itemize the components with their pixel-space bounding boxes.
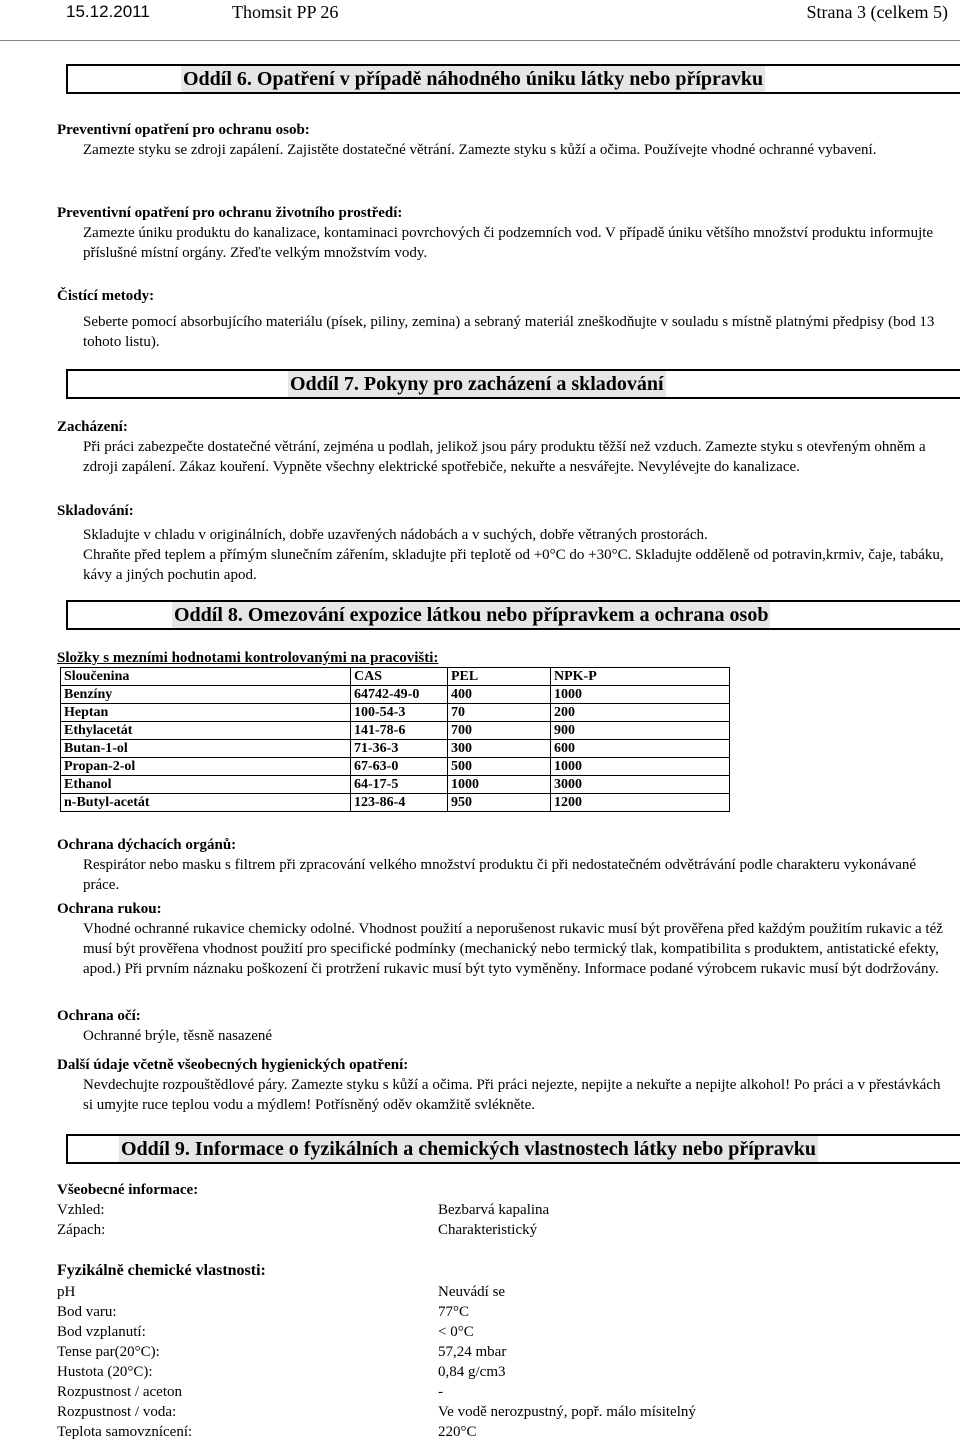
- property-value: < 0°C: [438, 1324, 474, 1340]
- section-7-title: Oddíl 7. Pokyny pro zacházení a skladování: [290, 373, 664, 395]
- storage-label: Skladování:: [57, 503, 134, 519]
- section-8-respiratory: [57, 835, 950, 895]
- table-cell: Propan-2-ol: [61, 758, 351, 776]
- property-name: Hustota (20°C):: [57, 1364, 153, 1380]
- limits-table-caption: [57, 648, 950, 668]
- table-row: [61, 758, 730, 776]
- protect-environment-text: Zamezte úniku produktu do kanalizace, kontaminaci povrchových či podzemních vod. V případě úniku většího množství produktu informujte příslušné místní orgány. Zřeďte velkým množstvím vody.: [83, 225, 934, 261]
- header-divider: [0, 40, 960, 41]
- section-6-protect-environment: [57, 203, 950, 263]
- hands-label: Ochrana rukou:: [57, 901, 162, 917]
- phys-props-list: [57, 1282, 937, 1442]
- property-value: Bezbarvá kapalina: [438, 1202, 550, 1218]
- section-7-heading: [66, 369, 960, 399]
- table-header-cell: Sloučenina: [61, 668, 351, 686]
- property-name: Tense par(20°C):: [57, 1344, 160, 1360]
- respiratory-label: Ochrana dýchacích orgánů:: [57, 837, 237, 853]
- property-value: Ve vodě nerozpustný, popř. málo mísitelný: [438, 1404, 696, 1420]
- property-row: [57, 1362, 937, 1382]
- property-value: Neuvádí se: [438, 1284, 506, 1300]
- cleaning-label: Čistící metody:: [57, 288, 155, 304]
- table-cell: 1000: [551, 758, 730, 776]
- table-cell: 3000: [551, 776, 730, 794]
- property-value: 57,24 mbar: [438, 1344, 507, 1360]
- property-value: Charakteristický: [438, 1222, 538, 1238]
- section-8-heading: [66, 600, 960, 630]
- table-cell: 700: [448, 722, 551, 740]
- page-header: [0, 0, 960, 30]
- table-cell: 71-36-3: [351, 740, 448, 758]
- handling-text: Při práci zabezpečte dostatečné větrání, zejména u podlah, jelikož jsou páry produktu těžší než vzduch. Zamezte styku s otevřeným ohněm a zdroji zapálení. Zákaz kouření. Vypněte všechny elektrické spotřebiče, nekuřte a nesvářejte. Nevylévejte do kanalizace.: [83, 439, 926, 475]
- header-product: Thomsit PP 26: [232, 2, 339, 22]
- table-cell: 400: [448, 686, 551, 704]
- property-row: [57, 1402, 937, 1422]
- table-cell: 950: [448, 794, 551, 812]
- property-row: [57, 1302, 937, 1322]
- section-7-storage: [57, 501, 950, 585]
- table-cell: 70: [448, 704, 551, 722]
- property-name: pH: [57, 1284, 76, 1300]
- table-cell: Benzíny: [61, 686, 351, 704]
- table-cell: Heptan: [61, 704, 351, 722]
- section-6-protect-persons: [57, 120, 950, 160]
- property-name: Vzhled:: [57, 1202, 105, 1218]
- hands-text: Vhodné ochranné rukavice chemicky odolné. Vhodnost použití a neporušenost rukavic musí být prověřena před každým použitím rukavic a též musí být prověřena vhodnost použití pro specifické podmínky (mechanický nebo termický tlak, kompatibilita s produktem, antistatické efekty, apod.) Při prvním náznaku poškození či protržení rukavic musí být tyto vyměněny. Informace podané výrobcem rukavic musí být dodržovány.: [83, 921, 943, 977]
- table-row: [61, 704, 730, 722]
- general-info-label: Všeobecné informace:: [57, 1182, 199, 1198]
- general-info-list: [57, 1200, 937, 1240]
- section-8-hygiene: [57, 1055, 950, 1115]
- table-cell: 900: [551, 722, 730, 740]
- section-8-eyes: [57, 1006, 950, 1046]
- protect-environment-label: Preventivní opatření pro ochranu životního prostředí:: [57, 205, 403, 221]
- property-name: Bod vzplanutí:: [57, 1324, 146, 1340]
- table-row: [61, 740, 730, 758]
- property-row: [57, 1282, 937, 1302]
- property-row: [57, 1322, 937, 1342]
- table-header-row: [61, 668, 730, 686]
- table-cell: 600: [551, 740, 730, 758]
- property-value: -: [438, 1384, 443, 1400]
- table-cell: n-Butyl-acetát: [61, 794, 351, 812]
- table-header-cell: CAS: [351, 668, 448, 686]
- table-cell: 500: [448, 758, 551, 776]
- general-info-heading: [57, 1180, 950, 1200]
- table-cell: 200: [551, 704, 730, 722]
- protect-persons-label: Preventivní opatření pro ochranu osob:: [57, 122, 310, 138]
- hygiene-text: Nevdechujte rozpouštědlové páry. Zamezte styku s kůží a očima. Při práci nejezte, nepijte a nekuřte a nepijte alkohol! Po práci a v přestávkách si umyjte ruce teplou vodu a mýdlem! Potřísněný oděv okamžitě svlékněte.: [83, 1077, 941, 1113]
- property-name: Bod varu:: [57, 1304, 117, 1320]
- table-cell: 141-78-6: [351, 722, 448, 740]
- table-cell: 1000: [551, 686, 730, 704]
- protect-persons-text: Zamezte styku se zdroji zapálení. Zajistěte dostatečné větrání. Zamezte styku s kůží a očima. Používejte vhodné ochranné vybavení.: [83, 142, 877, 158]
- table-row: [61, 776, 730, 794]
- phys-props-label: Fyzikálně chemické vlastnosti:: [57, 1262, 266, 1279]
- storage-text-1: Skladujte v chladu v originálních, dobře uzavřených nádobách a v suchých, dobře větraných prostorách.: [83, 527, 708, 543]
- eyes-text: Ochranné brýle, těsně nasazené: [83, 1028, 273, 1044]
- property-value: 0,84 g/cm3: [438, 1364, 506, 1380]
- section-9-heading: [66, 1134, 960, 1164]
- handling-label: Zacházení:: [57, 419, 128, 435]
- property-row: [57, 1422, 937, 1442]
- table-cell: 64-17-5: [351, 776, 448, 794]
- table-cell: Ethylacetát: [61, 722, 351, 740]
- table-cell: Ethanol: [61, 776, 351, 794]
- limits-table-label: Složky s mezními hodnotami kontrolovanými na pracovišti:: [57, 650, 439, 666]
- cleaning-text: Seberte pomocí absorbujícího materiálu (písek, piliny, zemina) a sebraný materiál zneškodňujte v souladu s místně platnými předpisy (bod 13 tohoto listu).: [83, 314, 935, 350]
- table-cell: 123-86-4: [351, 794, 448, 812]
- table-cell: 300: [448, 740, 551, 758]
- table-header-cell: PEL: [448, 668, 551, 686]
- section-6-title: Oddíl 6. Opatření v případě náhodného úniku látky nebo přípravku: [183, 68, 764, 90]
- eyes-label: Ochrana očí:: [57, 1008, 141, 1024]
- property-row: [57, 1342, 937, 1362]
- hygiene-label: Další údaje včetně všeobecných hygienických opatření:: [57, 1057, 409, 1073]
- section-8-hands: [57, 899, 950, 979]
- section-6-cleaning: [57, 286, 950, 352]
- table-cell: 1000: [448, 776, 551, 794]
- table-row: [61, 686, 730, 704]
- property-row: [57, 1382, 937, 1402]
- storage-text-2: Chraňte před teplem a přímým slunečním zářením, skladujte při teplotě od +0°C do +30°C. Skladujte odděleně od potravin,krmiv, čaje, tabáku, kávy a jiných pochutin apod.: [83, 547, 944, 583]
- property-row: [57, 1220, 937, 1240]
- section-8-title: Oddíl 8. Omezování expozice látkou nebo přípravkem a ochrana osob: [174, 604, 769, 626]
- table-cell: 67-63-0: [351, 758, 448, 776]
- header-date: 15.12.2011: [66, 2, 150, 21]
- property-name: Zápach:: [57, 1222, 106, 1238]
- property-value: 220°C: [438, 1424, 477, 1440]
- table-cell: 64742-49-0: [351, 686, 448, 704]
- table-row: [61, 794, 730, 812]
- property-name: Teplota samovznícení:: [57, 1424, 193, 1440]
- respiratory-text: Respirátor nebo masku s filtrem při zpracování velkého množství produktu či při nedostatečném odvětrávání podle charakteru vykonávané práce.: [83, 857, 917, 893]
- exposure-limits-table: [60, 667, 730, 812]
- table-cell: 100-54-3: [351, 704, 448, 722]
- section-7-handling: [57, 417, 950, 477]
- table-cell: 1200: [551, 794, 730, 812]
- property-row: [57, 1200, 937, 1220]
- property-value: 77°C: [438, 1304, 470, 1320]
- section-6-heading: [66, 64, 960, 94]
- table-cell: Butan-1-ol: [61, 740, 351, 758]
- property-name: Rozpustnost / aceton: [57, 1384, 182, 1400]
- phys-props-heading: [57, 1261, 950, 1281]
- section-9-title: Oddíl 9. Informace o fyzikálních a chemických vlastnostech látky nebo přípravku: [121, 1138, 817, 1160]
- header-page-number: Strana 3 (celkem 5): [806, 2, 948, 22]
- table-row: [61, 722, 730, 740]
- property-name: Rozpustnost / voda:: [57, 1404, 177, 1420]
- table-header-cell: NPK-P: [551, 668, 730, 686]
